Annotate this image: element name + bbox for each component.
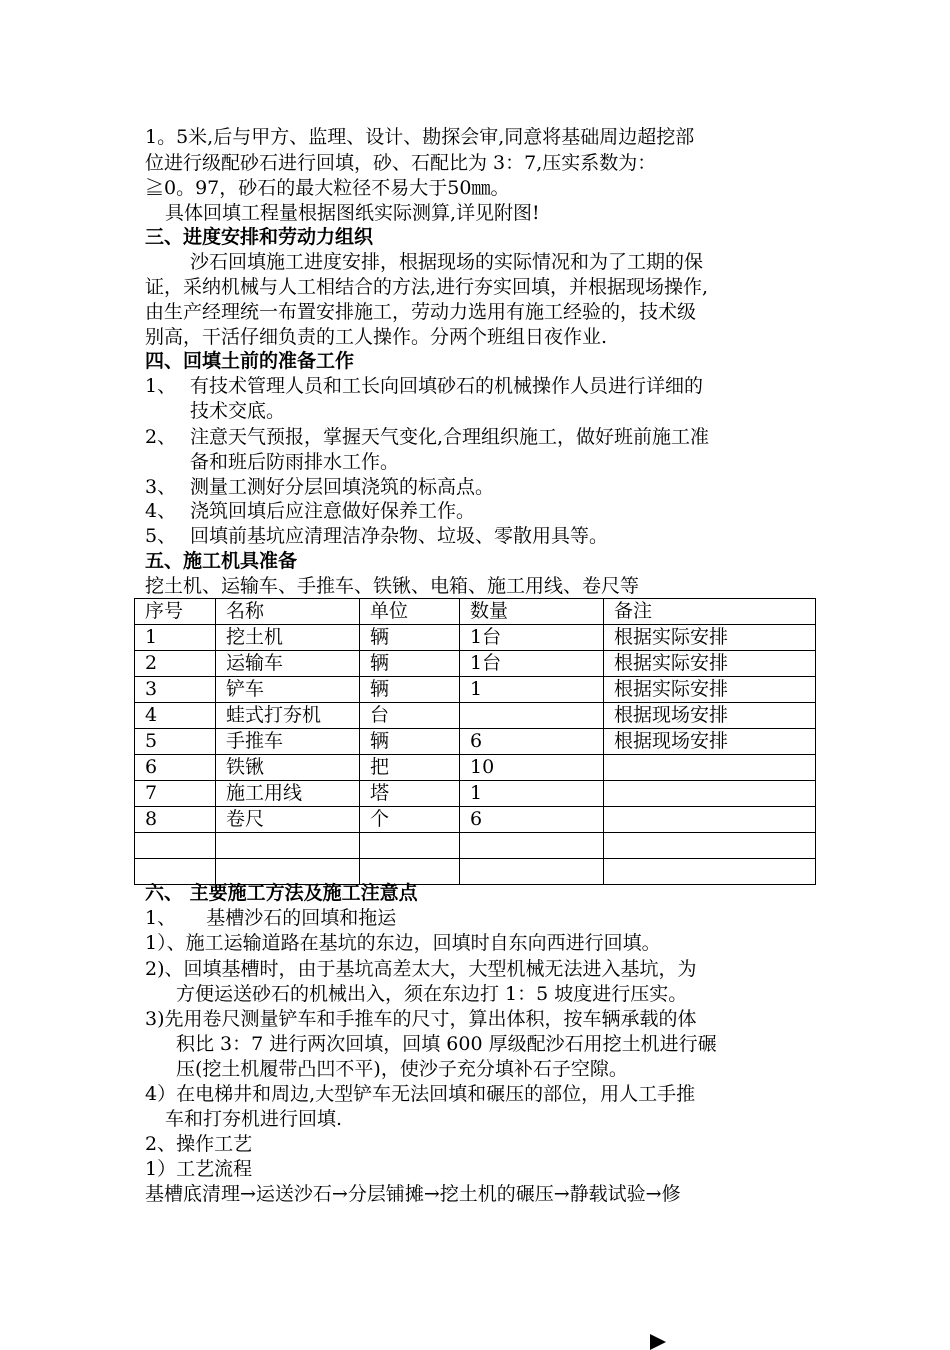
- cell-index: 2: [135, 651, 216, 677]
- section6-para-3-cont: 压(挖土机履带凸凹不平)，使沙子充分填补石子空隙。: [176, 1058, 628, 1080]
- cell-remark: [604, 781, 816, 807]
- intro-line-1: 1。5米,后与甲方、监理、设计、勘探会审,同意将基础周边超挖部: [145, 126, 695, 148]
- list-item-text: 浇筑回填后应注意做好保养工作。: [190, 500, 476, 522]
- cell-quantity: [460, 703, 604, 729]
- header-cell: 备注: [604, 599, 816, 625]
- header-cell: 数量: [460, 599, 604, 625]
- list-item-number: 2、: [145, 426, 177, 448]
- cell-name: 施工用线: [216, 781, 360, 807]
- cell-quantity: 10: [460, 755, 604, 781]
- list-item-text-cont: 技术交底。: [190, 400, 286, 422]
- cell-name: [216, 833, 360, 859]
- cell-quantity: 6: [460, 729, 604, 755]
- cell-quantity: [460, 833, 604, 859]
- header-cell: 名称: [216, 599, 360, 625]
- section3-line-1: 沙石回填施工进度安排，根据现场的实际情况和为了工期的保: [190, 251, 704, 273]
- table-row: [135, 625, 816, 651]
- section6-para-2: 2)、回填基槽时，由于基坑高差太大，大型机械无法进入基坑，为: [145, 958, 697, 980]
- list-item-number: 5、: [145, 525, 177, 547]
- table-row: [135, 729, 816, 755]
- cell-quantity: 1: [460, 677, 604, 703]
- arrow-icon: [650, 1334, 666, 1350]
- cell-index: 8: [135, 807, 216, 833]
- cell-index: 3: [135, 677, 216, 703]
- cell-name: 铲车: [216, 677, 360, 703]
- table-row: [135, 807, 816, 833]
- cell-remark: 根据现场安排: [604, 703, 816, 729]
- cell-quantity: 1: [460, 781, 604, 807]
- cell-index: 4: [135, 703, 216, 729]
- cell-remark: 根据实际安排: [604, 651, 816, 677]
- table-header-row: [135, 599, 816, 625]
- header-cell: 序号: [135, 599, 216, 625]
- section3-line-2: 证，采纳机械与人工相结合的方法,进行夯实回填，并根据现场操作,: [145, 276, 709, 298]
- cell-unit: 辆: [360, 651, 460, 677]
- cell-quantity: 1台: [460, 625, 604, 651]
- list-item-text-cont: 备和班后防雨排水工作。: [190, 451, 400, 473]
- section6-para-4: 4）在电梯井和周边,大型铲车无法回填和碾压的部位，用人工手推: [145, 1083, 696, 1105]
- cell-name: 蛙式打夯机: [216, 703, 360, 729]
- cell-remark: [604, 755, 816, 781]
- list-item-text: 测量工测好分层回填浇筑的标高点。: [190, 476, 495, 498]
- section3-heading: 三、进度安排和劳动力组织: [145, 226, 374, 248]
- cell-unit: 辆: [360, 677, 460, 703]
- list-item-text: 注意天气预报，掌握天气变化,合理组织施工，做好班前施工准: [190, 426, 710, 448]
- cell-quantity: [460, 859, 604, 885]
- header-cell: 单位: [360, 599, 460, 625]
- table-row: [135, 651, 816, 677]
- list-item-text: 有技术管理人员和工长向回填砂石的机械操作人员进行详细的: [190, 375, 704, 397]
- process-flow-text: 基槽底清理→运送沙石→分层铺摊→挖土机的碾压→静载试验→修: [145, 1183, 681, 1205]
- section6-sub-heading: 1、 基槽沙石的回填和拖运: [145, 907, 397, 929]
- section6-sub-heading-2: 2、操作工艺: [145, 1133, 253, 1155]
- cell-quantity: 1台: [460, 651, 604, 677]
- list-item-number: 3、: [145, 476, 177, 498]
- cell-name: 挖土机: [216, 625, 360, 651]
- cell-unit: 辆: [360, 625, 460, 651]
- cell-index: 1: [135, 625, 216, 651]
- table-row: [135, 677, 816, 703]
- cell-remark: 根据实际安排: [604, 625, 816, 651]
- cell-index: 5: [135, 729, 216, 755]
- list-item-text: 回填前基坑应清理洁净杂物、垃圾、零散用具等。: [190, 525, 609, 547]
- section3-line-4: 别高，干活仔细负责的工人操作。分两个班组日夜作业.: [145, 326, 608, 348]
- cell-index: [135, 833, 216, 859]
- section6-para-3: 3)先用卷尺测量铲车和手推车的尺寸，算出体积，按车辆承载的体: [145, 1008, 697, 1030]
- table-row: [135, 703, 816, 729]
- cell-name: 铁锹: [216, 755, 360, 781]
- table-row-empty: [135, 833, 816, 859]
- section4-heading: 四、回填土前的准备工作: [145, 350, 355, 372]
- cell-unit: 个: [360, 807, 460, 833]
- cell-name: 卷尺: [216, 807, 360, 833]
- list-item-number: 1、: [145, 375, 177, 397]
- cell-remark: [604, 833, 816, 859]
- cell-remark: [604, 807, 816, 833]
- cell-remark: 根据实际安排: [604, 677, 816, 703]
- intro-line-3: ≧0。97，砂石的最大粒径不易大于50㎜。: [145, 177, 510, 199]
- table-row: [135, 755, 816, 781]
- cell-unit: 把: [360, 755, 460, 781]
- cell-index: 7: [135, 781, 216, 807]
- list-item-number: 4、: [145, 500, 177, 522]
- section6-para-3-cont: 积比 3：7 进行两次回填，回填 600 厚级配沙石用挖土机进行碾: [176, 1033, 717, 1055]
- cell-unit: 辆: [360, 729, 460, 755]
- cell-unit: 台: [360, 703, 460, 729]
- table-row: [135, 781, 816, 807]
- tools-list-text: 挖土机、运输车、手推车、铁锹、电箱、施工用线、卷尺等: [145, 575, 640, 597]
- cell-remark: 根据现场安排: [604, 729, 816, 755]
- section6-para-4-cont: 车和打夯机进行回填.: [165, 1108, 343, 1130]
- intro-line-2: 位进行级配砂石进行回填，砂、石配比为 3：7,压实系数为：: [145, 152, 657, 174]
- section5-heading: 五、施工机具准备: [145, 550, 298, 572]
- cell-unit: 塔: [360, 781, 460, 807]
- section6-para-2-cont: 方便运送砂石的机械出入，须在东边打 1：5 坡度进行压实。: [176, 983, 688, 1005]
- cell-index: 6: [135, 755, 216, 781]
- intro-line-4: 具体回填工程量根据图纸实际测算,详见附图!: [165, 202, 540, 224]
- cell-unit: [360, 833, 460, 859]
- tools-table: [134, 598, 816, 885]
- cell-name: 手推车: [216, 729, 360, 755]
- section3-line-3: 由生产经理统一布置安排施工，劳动力选用有施工经验的，技术级: [145, 301, 697, 323]
- section6-heading: 六、 主要施工方法及施工注意点: [145, 882, 418, 904]
- section6-para-1: 1）、施工运输道路在基坑的东边，回填时自东向西进行回填。: [145, 932, 661, 954]
- cell-name: 运输车: [216, 651, 360, 677]
- cell-remark: [604, 859, 816, 885]
- cell-quantity: 6: [460, 807, 604, 833]
- section6-sub-heading-3: 1）工艺流程: [145, 1158, 253, 1180]
